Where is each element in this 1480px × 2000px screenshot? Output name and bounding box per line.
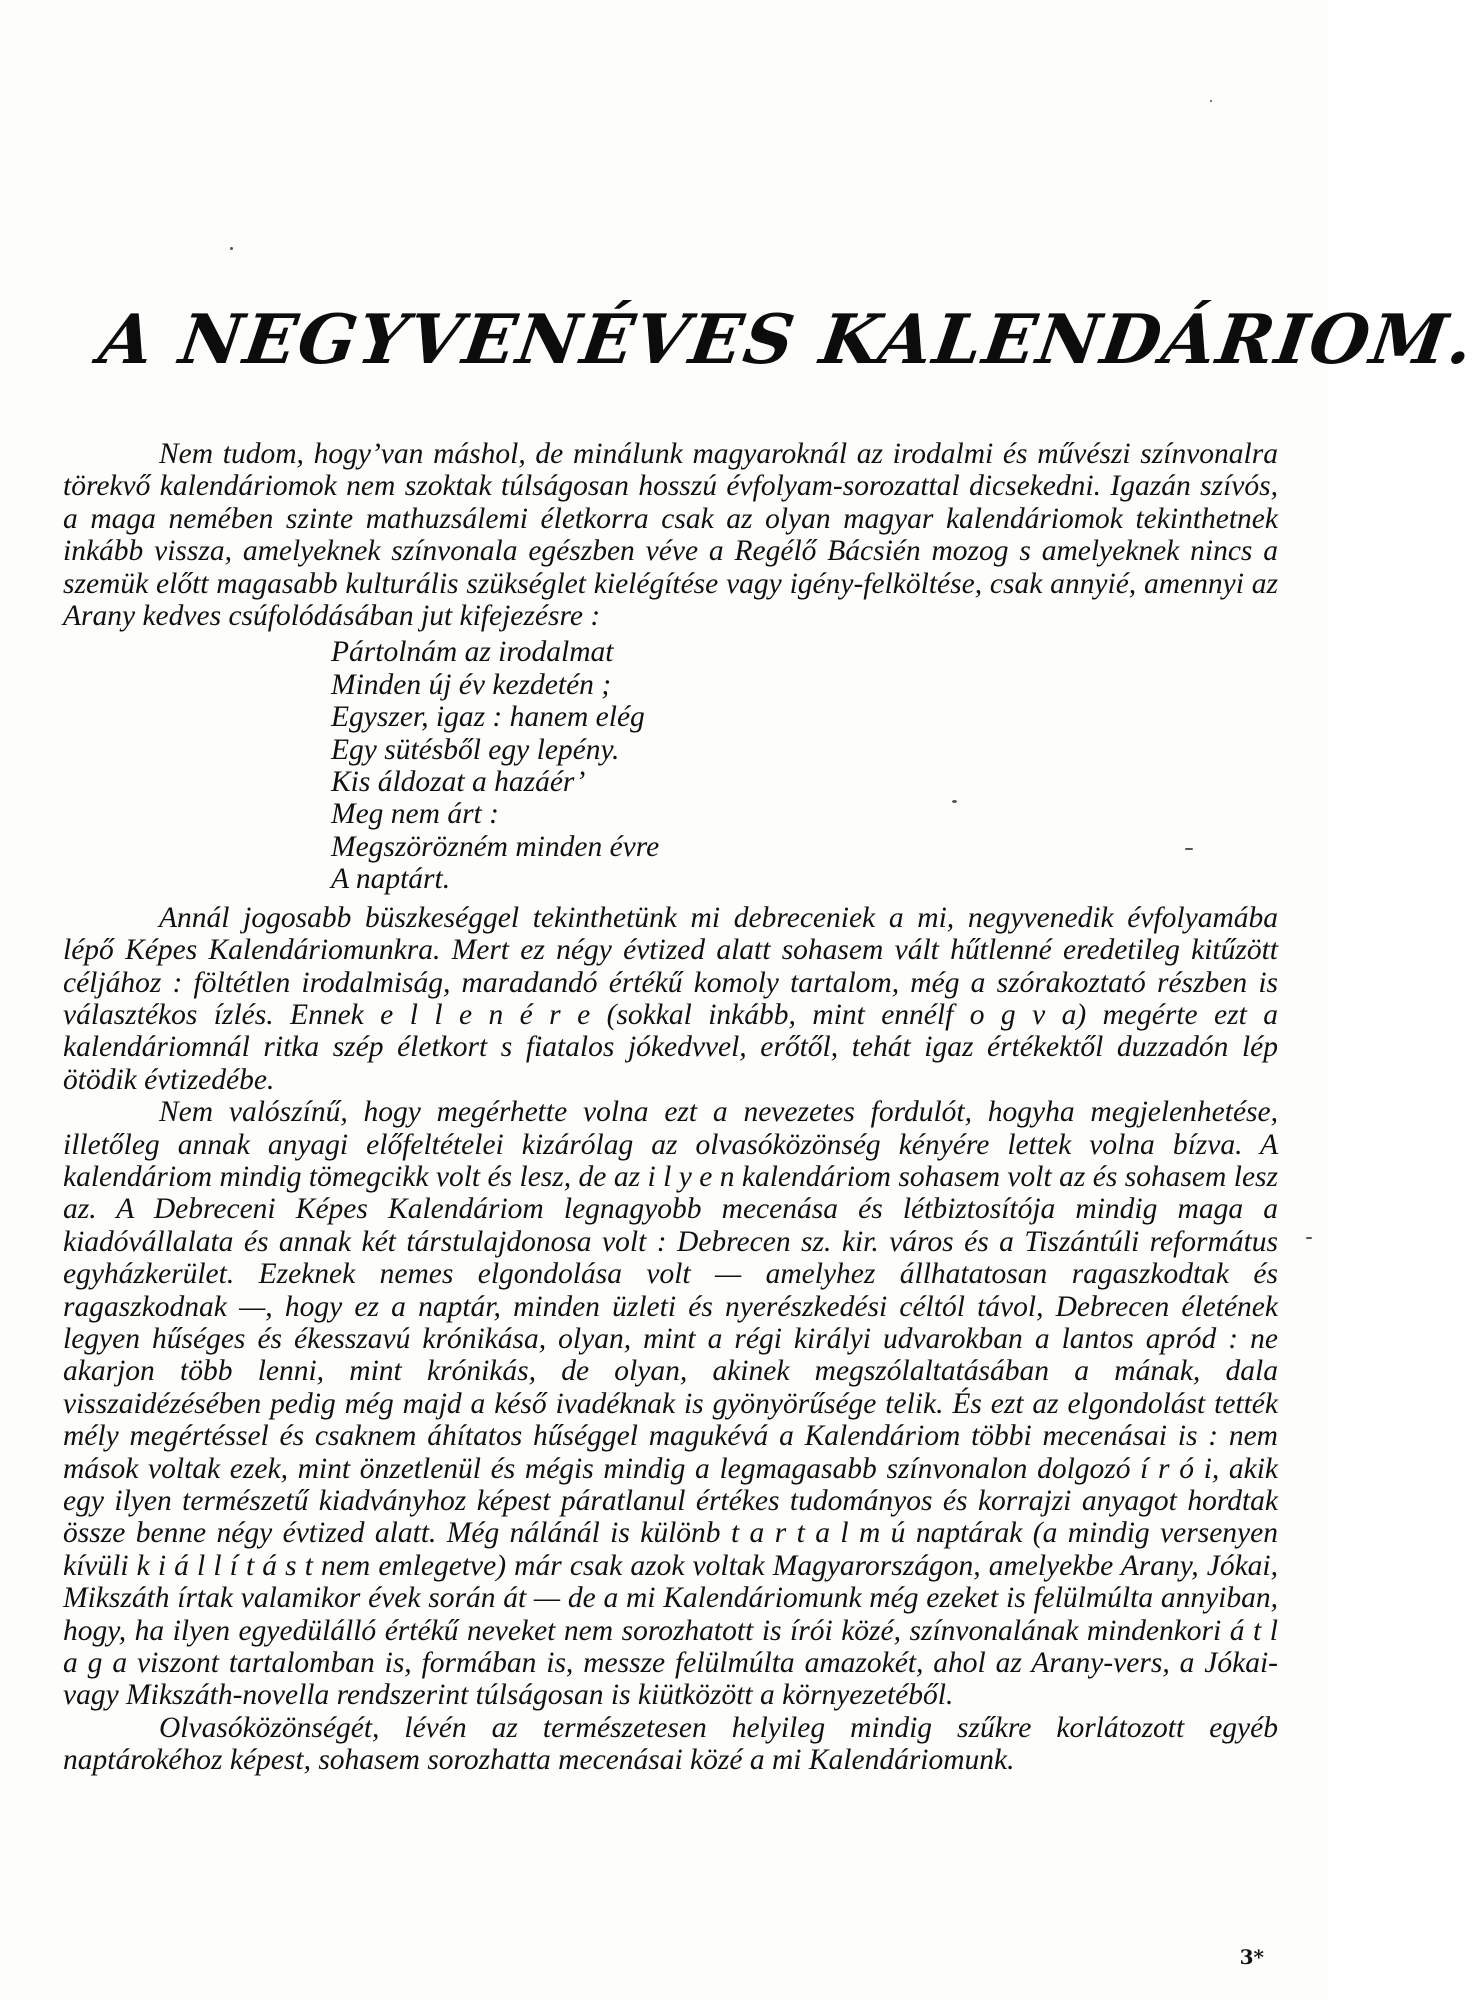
article-body	[63, 438, 1278, 1777]
page-number: 3*	[1239, 1945, 1264, 1969]
article-title: A NEGYVENÉVES KALENDÁRIOM.	[94, 300, 1480, 380]
poem-line: A naptárt.	[331, 863, 451, 896]
poem-line: Kis áldozat a hazáér’	[331, 766, 586, 799]
poem-line: Megszörözném minden évre	[331, 830, 660, 863]
poem-quote	[331, 636, 1278, 895]
paragraph-readership: Olvasóközönségét, lévén az természetesen helyileg mindig szűkre korlátozott egyéb naptárokéhoz képest, sohasem sorozhatta mecenásai közé a mi Kalendáriomunk.	[63, 1711, 1278, 1777]
poem-line: Egy sütésből egy lepény.	[331, 733, 620, 766]
poem-line: Meg nem árt :	[331, 798, 499, 831]
paragraph-patrons: Nem valószínű, hogy megérhette volna ezt a nevezetes fordulót, hogyha megjelenhetése, illetőleg annak anyagi előfeltételei kizárólag az olvasóközönség kényére lettek volna bízva. A kalendáriom mindig tömegcikk volt és lesz, de az i l y e n kalendáriom sohasem volt az és sohasem lesz az. A Debreceni Képes Kalendáriom legnagyobb mecenása és létbiztosítója mindig maga a kiadóvállalata és annak két társtulajdonosa volt : Debrecen sz. kir. város és a Tiszántúli református egyházkerület. Ezeknek nemes elgondolása volt — amelyhez állhatatosan ragaszkodtak és ragaszkodnak —, hogy ez a naptár, minden üzleti és nyerészkedési céltól távol, Debrecen életének legyen hűséges és ékesszavú krónikása, olyan, mint a régi királyi udvarokban a lantos apród : ne akarjon több lenni, mint krónikás, de olyan, akinek megszólaltatásában a mának, dala visszaidézésében pedig még majd a késő ivadéknak is gyönyörűsége telik. És ezt az elgondolást tették mély megértéssel és csaknem áhítatos hűséggel magukévá a Kalendáriom többi mecenásai is : nem mások voltak ezek, mint önzetlenül és mégis mindig a legmagasabb színvonalon dolgozó í r ó i, akik egy ilyen természetű kiadványhoz képest páratlanul értékes tudományos és korrajzi anyagot hordtak össze benne négy évtized alatt. Még nálánál is különb t a r t a l m ú naptárak (a mindig versenyen kívüli k i á l l í t á s t nem emlegetve) már csak azok voltak Magyarországon, amelyekbe Arany, Jókai, Mikszáth írtak valamikor évek során át — de a mi Kalendáriomunk még ezeket is felülmúlta annyiban, hogy, ha ilyen egyedülálló értékű neveket nem sorozhatott is írói közé, színvonalának mindenkori á t l a g a viszont tartalomban is, formában is, messze felülmúlta amazokét, ahol az Arany-vers, a Jókai- vagy Mikszáth-novella rendszerint túlságosan is kiütközött a környezetéből.	[63, 1096, 1278, 1712]
poem-line: Egyszer, igaz : hanem elég	[331, 701, 645, 734]
paragraph-intro: Nem tudom, hogy’van máshol, de minálunk magyaroknál az irodalmi és művészi színvonalra törekvő kalendáriomok nem szoktak túlságosan hosszú évfolyam-sorozattal dicsekedni. Igazán szívós, a maga nemében szinte mathuzsálemi életkorra csak az olyan magyar kalendáriomok tekinthetnek inkább vissza, amelyeknek színvonala egészben véve a Regélő Bácsién mozog s amelyeknek nincs a szemük előtt magasabb kulturális szükséglet kielégítése vagy igény-felköltése, csak annyié, amennyi az Arany kedves csúfolódásában jut kifejezésre :	[63, 438, 1278, 633]
print-speck	[1210, 100, 1212, 102]
poem-line: Minden új év kezdetén ;	[331, 668, 612, 701]
print-speck	[230, 247, 233, 250]
paragraph-pride: Annál jogosabb büszkeséggel tekinthetünk mi debreceniek a mi, negyvenedik évfolyamába lépő Képes Kalendáriomunkra. Mert ez négy évtized alatt sohasem vált hűtlenné eredetileg kitűzött céljához : föltétlen irodalmiság, maradandó értékű komoly tartalom, még a szórakoztató részben is választékos ízlés. Ennek e l l e n é r e (sokkal inkább, mint ennélf o g v a) megérte ezt a kalendáriomnál ritka szép életkort s fiatalos jókedvvel, erőtől, tehát igaz értékektől duzzadón lép ötödik évtizedébe.	[63, 901, 1278, 1096]
poem-line: Pártolnám az irodalmat	[331, 636, 614, 669]
print-speck	[1306, 1237, 1312, 1239]
